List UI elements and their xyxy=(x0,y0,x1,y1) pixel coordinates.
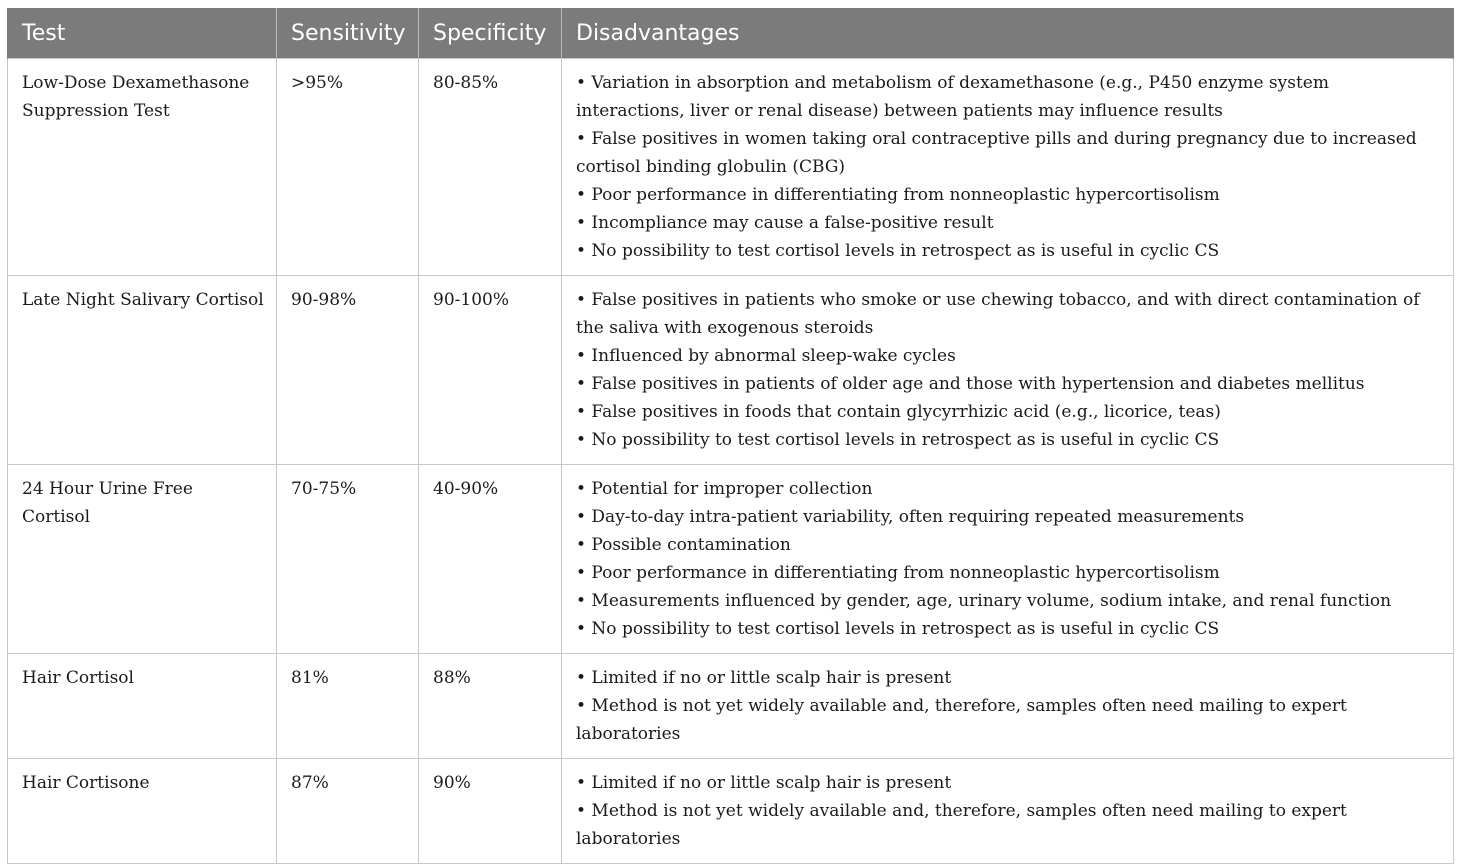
cell-sensitivity: 90-98% xyxy=(277,276,419,465)
disadvantage-item: • Influenced by abnormal sleep-wake cycles xyxy=(576,346,956,366)
table-body xyxy=(8,59,1454,864)
table-row xyxy=(8,276,1454,465)
disadvantage-item: • Limited if no or little scalp hair is present xyxy=(576,773,952,793)
cell-disadvantages xyxy=(562,276,1454,465)
header-row xyxy=(8,8,1454,59)
cell-disadvantages xyxy=(562,654,1454,759)
cell-specificity: 90% xyxy=(419,759,562,864)
cell-sensitivity: 81% xyxy=(277,654,419,759)
cell-sensitivity: 87% xyxy=(277,759,419,864)
cell-specificity: 40-90% xyxy=(419,465,562,654)
table-header xyxy=(8,8,1454,59)
diagnostic-tests-table xyxy=(7,8,1454,864)
cell-disadvantages xyxy=(562,759,1454,864)
disadvantage-item: • False positives in foods that contain glycyrrhizic acid (e.g., licorice, teas) xyxy=(576,402,1221,422)
disadvantage-item: • Day-to-day intra-patient variability, often requiring repeated measurements xyxy=(576,507,1245,527)
table-row xyxy=(8,654,1454,759)
disadvantage-item: • Poor performance in differentiating from nonneoplastic hypercortisolism xyxy=(576,563,1220,583)
cell-test: Late Night Salivary Cortisol xyxy=(8,276,277,465)
cell-test: Low-Dose Dexamethasone Suppression Test xyxy=(8,59,277,276)
disadvantage-item: • Variation in absorption and metabolism of dexamethasone (e.g., P450 enzyme system interactions, liver or renal disease) between patients may influence results xyxy=(576,73,1329,121)
header-test: Test xyxy=(8,8,277,59)
comparison-table-container xyxy=(7,8,1453,864)
cell-specificity: 90-100% xyxy=(419,276,562,465)
table-row xyxy=(8,59,1454,276)
cell-test: Hair Cortisone xyxy=(8,759,277,864)
disadvantage-item: • Measurements influenced by gender, age, urinary volume, sodium intake, and renal function xyxy=(576,591,1392,611)
header-sensitivity: Sensitivity xyxy=(277,8,419,59)
disadvantage-item: • No possibility to test cortisol levels in retrospect as is useful in cyclic CS xyxy=(576,241,1220,261)
disadvantage-item: • No possibility to test cortisol levels in retrospect as is useful in cyclic CS xyxy=(576,619,1220,639)
disadvantage-item: • False positives in women taking oral contraceptive pills and during pregnancy due to increased cortisol binding globulin (CBG) xyxy=(576,129,1417,177)
cell-test: 24 Hour Urine Free Cortisol xyxy=(8,465,277,654)
disadvantage-item: • False positives in patients who smoke or use chewing tobacco, and with direct contamination of the saliva with exogenous steroids xyxy=(576,290,1420,338)
header-specificity: Specificity xyxy=(419,8,562,59)
disadvantage-item: • Potential for improper collection xyxy=(576,479,873,499)
disadvantage-item: • Possible contamination xyxy=(576,535,791,555)
table-row xyxy=(8,465,1454,654)
cell-sensitivity: 70-75% xyxy=(277,465,419,654)
disadvantage-item: • Limited if no or little scalp hair is present xyxy=(576,668,952,688)
disadvantage-item: • False positives in patients of older age and those with hypertension and diabetes mellitus xyxy=(576,374,1365,394)
cell-disadvantages xyxy=(562,465,1454,654)
disadvantage-item: • Method is not yet widely available and, therefore, samples often need mailing to expert laboratories xyxy=(576,696,1347,744)
cell-sensitivity: >95% xyxy=(277,59,419,276)
cell-disadvantages xyxy=(562,59,1454,276)
disadvantage-item: • Incompliance may cause a false-positive result xyxy=(576,213,994,233)
cell-test: Hair Cortisol xyxy=(8,654,277,759)
disadvantage-item: • No possibility to test cortisol levels in retrospect as is useful in cyclic CS xyxy=(576,430,1220,450)
cell-specificity: 80-85% xyxy=(419,59,562,276)
cell-specificity: 88% xyxy=(419,654,562,759)
disadvantage-item: • Method is not yet widely available and, therefore, samples often need mailing to expert laboratories xyxy=(576,801,1347,849)
disadvantage-item: • Poor performance in differentiating from nonneoplastic hypercortisolism xyxy=(576,185,1220,205)
table-row xyxy=(8,759,1454,864)
header-disadvantages: Disadvantages xyxy=(562,8,1454,59)
